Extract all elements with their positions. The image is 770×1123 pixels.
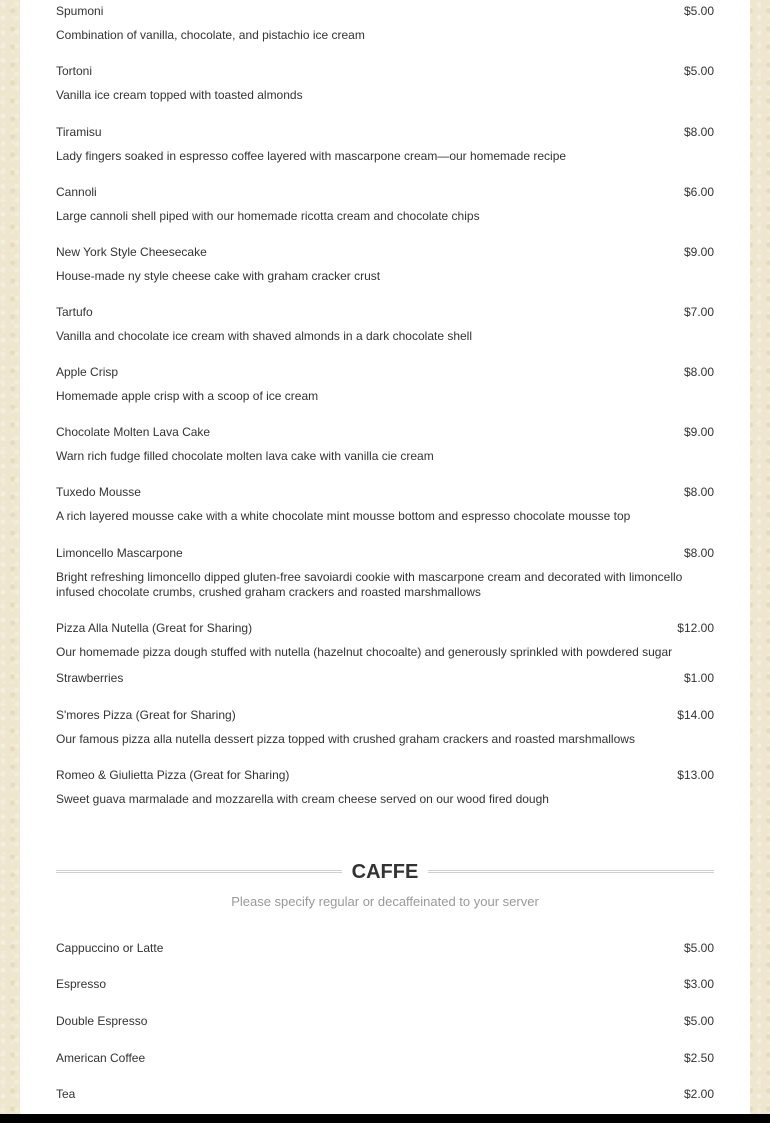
menu-item-spumoni — [56, 4, 714, 43]
menu-item-lava-cake — [56, 425, 714, 464]
item-name: Double Espresso — [56, 1014, 148, 1028]
menu-item-tiramisu — [56, 125, 714, 164]
menu-item-pizza-nutella — [56, 621, 714, 660]
menu-item-tortoni — [56, 64, 714, 103]
menu-item-strawberries — [56, 671, 714, 685]
item-name: S'mores Pizza (Great for Sharing) — [56, 708, 236, 722]
item-description: Vanilla ice cream topped with toasted almonds — [56, 88, 303, 102]
item-description: Vanilla and chocolate ice cream with shaved almonds in a dark chocolate shell — [56, 329, 473, 343]
item-name: New York Style Cheesecake — [56, 245, 207, 259]
item-description: House-made ny style cheese cake with graham cracker crust — [56, 269, 381, 283]
caffe-section-header — [56, 857, 714, 885]
item-price: $9.00 — [683, 245, 714, 259]
section-subtitle: Please specify regular or decaffeinated to your server — [231, 894, 539, 909]
item-price: $8.00 — [683, 546, 714, 560]
menu-item-espresso — [56, 977, 714, 991]
menu-item-apple-crisp — [56, 365, 714, 404]
item-price: $3.00 — [683, 977, 714, 991]
menu-item-american-coffee — [56, 1051, 714, 1065]
item-name: Cannoli — [56, 185, 97, 199]
menu-item-tea — [56, 1087, 714, 1101]
item-name: Spumoni — [56, 4, 104, 18]
menu-item-cappuccino — [56, 941, 714, 955]
item-name: Pizza Alla Nutella (Great for Sharing) — [56, 621, 253, 635]
item-price: $1.00 — [683, 671, 714, 685]
item-description: Combination of vanilla, chocolate, and pistachio ice cream — [56, 28, 365, 42]
item-name: Strawberries — [56, 671, 124, 685]
item-name: Romeo & Giulietta Pizza (Great for Sharing) — [56, 768, 290, 782]
item-description: A rich layered mousse cake with a white chocolate mint mousse bottom and espresso chocolate mousse top — [56, 509, 631, 523]
menu-panel — [20, 0, 750, 1114]
menu-item-romeo-giulietta-pizza — [56, 768, 714, 807]
item-description: Sweet guava marmalade and mozzarella with cream cheese served on our wood fired dough — [56, 792, 549, 806]
menu-item-tuxedo-mousse — [56, 485, 714, 524]
item-price: $5.00 — [683, 941, 714, 955]
item-price: $8.00 — [683, 485, 714, 499]
item-price: $5.00 — [683, 64, 714, 78]
item-name: American Coffee — [56, 1051, 146, 1065]
menu-item-cannoli — [56, 185, 714, 224]
item-price: $8.00 — [683, 365, 714, 379]
item-price: $14.00 — [677, 708, 714, 722]
menu-item-smores-pizza — [56, 708, 714, 747]
item-price: $2.00 — [683, 1087, 714, 1101]
item-name: Chocolate Molten Lava Cake — [56, 425, 211, 439]
item-price: $2.50 — [683, 1051, 714, 1065]
item-price: $6.00 — [683, 185, 714, 199]
item-price: $13.00 — [677, 768, 714, 782]
item-description: Warn rich fudge filled chocolate molten lava cake with vanilla cie cream — [56, 449, 434, 463]
item-name: Tartufo — [56, 305, 93, 319]
menu-item-double-espresso — [56, 1014, 714, 1028]
item-name: Espresso — [56, 977, 107, 991]
item-price: $5.00 — [683, 1014, 714, 1028]
item-price: $9.00 — [683, 425, 714, 439]
item-description: Lady fingers soaked in espresso coffee layered with mascarpone cream—our homemade recipe — [56, 149, 567, 163]
menu-item-cheesecake — [56, 245, 714, 284]
item-price: $12.00 — [677, 621, 714, 635]
menu-item-tartufo — [56, 305, 714, 344]
item-name: Tortoni — [56, 64, 93, 78]
item-description: Large cannoli shell piped with our homemade ricotta cream and chocolate chips — [56, 209, 480, 223]
item-description: Bright refreshing limoncello dipped gluten-free savoiardi cookie with mascarpone cream and decorated with limoncello infused chocolate crumbs, crushed graham crackers and roasted marshmallows — [56, 570, 683, 599]
item-name: Tuxedo Mousse — [56, 485, 141, 499]
item-name: Apple Crisp — [56, 365, 119, 379]
item-description: Our homemade pizza dough stuffed with nutella (hazelnut chocoalte) and generously sprinkled with powdered sugar — [56, 645, 673, 659]
item-description: Our famous pizza alla nutella dessert pizza topped with crushed graham crackers and roasted marshmallows — [56, 732, 635, 746]
item-name: Tiramisu — [56, 125, 102, 139]
bottom-bar — [0, 1114, 770, 1123]
item-price: $5.00 — [683, 4, 714, 18]
item-price: $7.00 — [683, 305, 714, 319]
item-description: Homemade apple crisp with a scoop of ice cream — [56, 389, 319, 403]
item-name: Limoncello Mascarpone — [56, 546, 183, 560]
menu-item-limoncello-mascarpone — [56, 546, 714, 600]
item-name: Tea — [56, 1087, 76, 1101]
item-price: $8.00 — [683, 125, 714, 139]
item-name: Cappuccino or Latte — [56, 941, 164, 955]
section-title: CAFFE — [351, 861, 419, 883]
